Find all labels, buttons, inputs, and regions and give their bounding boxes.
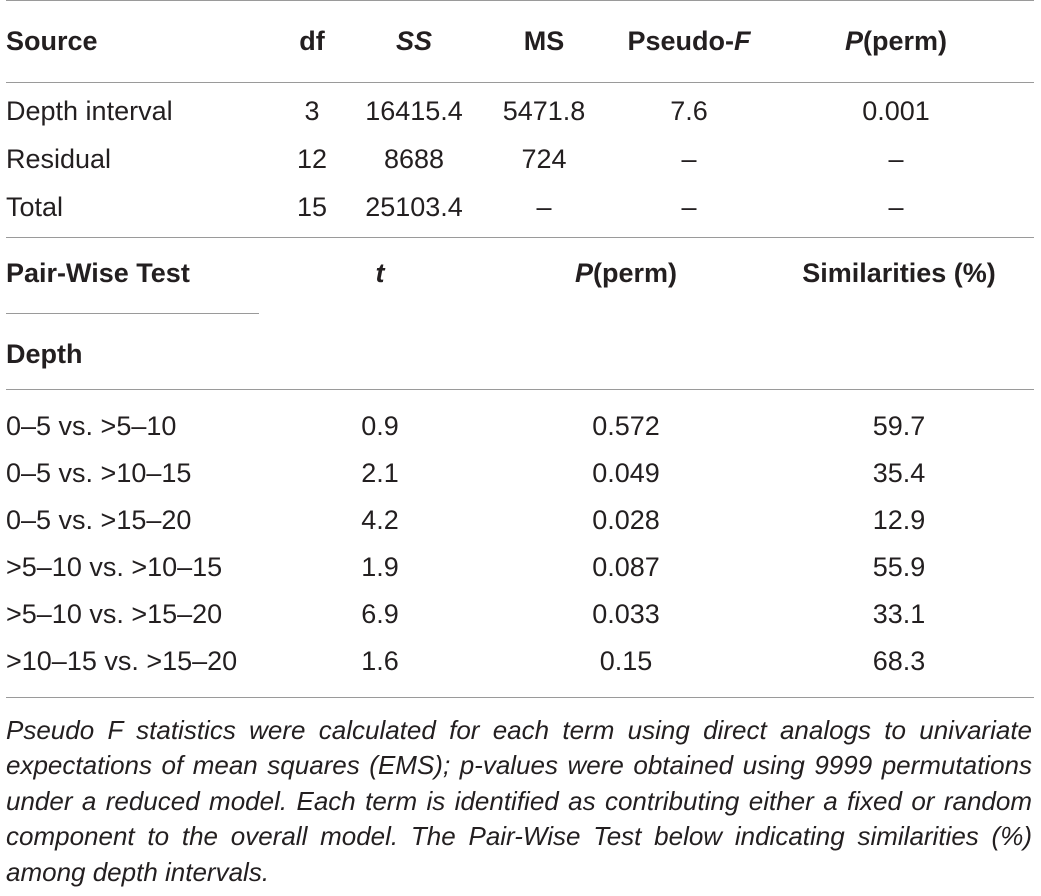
- anova-p: 0.001: [862, 96, 930, 126]
- anova-bottom-rule: [6, 237, 1034, 238]
- pairwise-similarity: 35.4: [872, 458, 926, 488]
- anova-pseudo-f: –: [681, 192, 697, 222]
- anova-ms: 5471.8: [502, 96, 586, 126]
- pairwise-pair: 0–5 vs. >10–15: [6, 458, 192, 488]
- header-pairwise-test: Pair-Wise Test: [6, 258, 190, 288]
- pairwise-t: 1.6: [361, 646, 399, 676]
- pairwise-t: 6.9: [361, 599, 399, 629]
- anova-p: –: [888, 192, 904, 222]
- pairwise-t: 1.9: [361, 552, 399, 582]
- anova-ss: 25103.4: [365, 192, 463, 222]
- header-pseudo-f-prefix: Pseudo-: [627, 26, 734, 56]
- anova-source: Residual: [6, 144, 112, 174]
- header-p-letter: P: [844, 26, 863, 56]
- anova-ms: –: [536, 192, 552, 222]
- header-similarities: Similarities (%): [802, 258, 996, 288]
- header-ss: SS: [395, 26, 433, 56]
- pairwise-subheader-rule: [6, 313, 259, 314]
- pairwise-p: 0.087: [592, 552, 660, 582]
- header-source: Source: [6, 26, 98, 56]
- anova-source: Depth interval: [6, 96, 173, 126]
- pairwise-header-rule: [6, 389, 1034, 390]
- pairwise-similarity: 33.1: [872, 599, 926, 629]
- pairwise-p: 0.15: [599, 646, 653, 676]
- header-ms: MS: [523, 26, 565, 56]
- pairwise-pair: >10–15 vs. >15–20: [6, 646, 238, 676]
- anova-df: 12: [296, 144, 328, 174]
- header-p-suffix: (perm): [863, 26, 948, 56]
- table-top-rule: [6, 0, 1034, 1]
- pairwise-p: 0.572: [592, 411, 660, 441]
- pairwise-t: 2.1: [361, 458, 399, 488]
- table-footnote: Pseudo F statistics were calculated for each term using direct analogs to univariate expectations of mean squares (EMS); p-values were obtained using 9999 permutations under a reduced model. Each term is identified as contributing either a fixed or random component to the overall model. The Pair-Wise Test below indicating similarities (%) among depth intervals.: [6, 715, 1032, 887]
- pairwise-pair: >5–10 vs. >15–20: [6, 599, 223, 629]
- anova-ss: 16415.4: [365, 96, 463, 126]
- pairwise-similarity: 59.7: [872, 411, 926, 441]
- pairwise-p: 0.028: [592, 505, 660, 535]
- pairwise-t: 4.2: [361, 505, 399, 535]
- header-df: df: [299, 26, 325, 56]
- pairwise-pair: 0–5 vs. >15–20: [6, 505, 192, 535]
- header-p-perm: [806, 24, 986, 58]
- pairwise-pair: >5–10 vs. >10–15: [6, 552, 223, 582]
- pairwise-similarity: 68.3: [872, 646, 926, 676]
- pairwise-pair: 0–5 vs. >5–10: [6, 411, 177, 441]
- pairwise-p: 0.033: [592, 599, 660, 629]
- header-pairwise-p-suffix: (perm): [593, 258, 678, 288]
- pairwise-p: 0.049: [592, 458, 660, 488]
- header-pseudo-f: [614, 24, 764, 58]
- pairwise-similarity: 55.9: [872, 552, 926, 582]
- pairwise-t: 0.9: [361, 411, 399, 441]
- anova-pseudo-f: –: [681, 144, 697, 174]
- header-pairwise-p: [526, 256, 726, 290]
- anova-source: Total: [6, 192, 64, 222]
- table-bottom-rule: [6, 697, 1034, 698]
- header-pseudo-f-letter: F: [734, 26, 751, 56]
- anova-p: –: [888, 144, 904, 174]
- anova-header-rule: [6, 82, 1034, 83]
- anova-df: 3: [304, 96, 320, 126]
- anova-ss: 8688: [383, 144, 445, 174]
- header-t: t: [375, 258, 385, 288]
- pairwise-similarity: 12.9: [872, 505, 926, 535]
- anova-pseudo-f: 7.6: [670, 96, 708, 126]
- anova-ms: 724: [521, 144, 567, 174]
- header-pairwise-p-letter: P: [574, 258, 593, 288]
- anova-df: 15: [296, 192, 328, 222]
- header-depth: Depth: [6, 339, 83, 369]
